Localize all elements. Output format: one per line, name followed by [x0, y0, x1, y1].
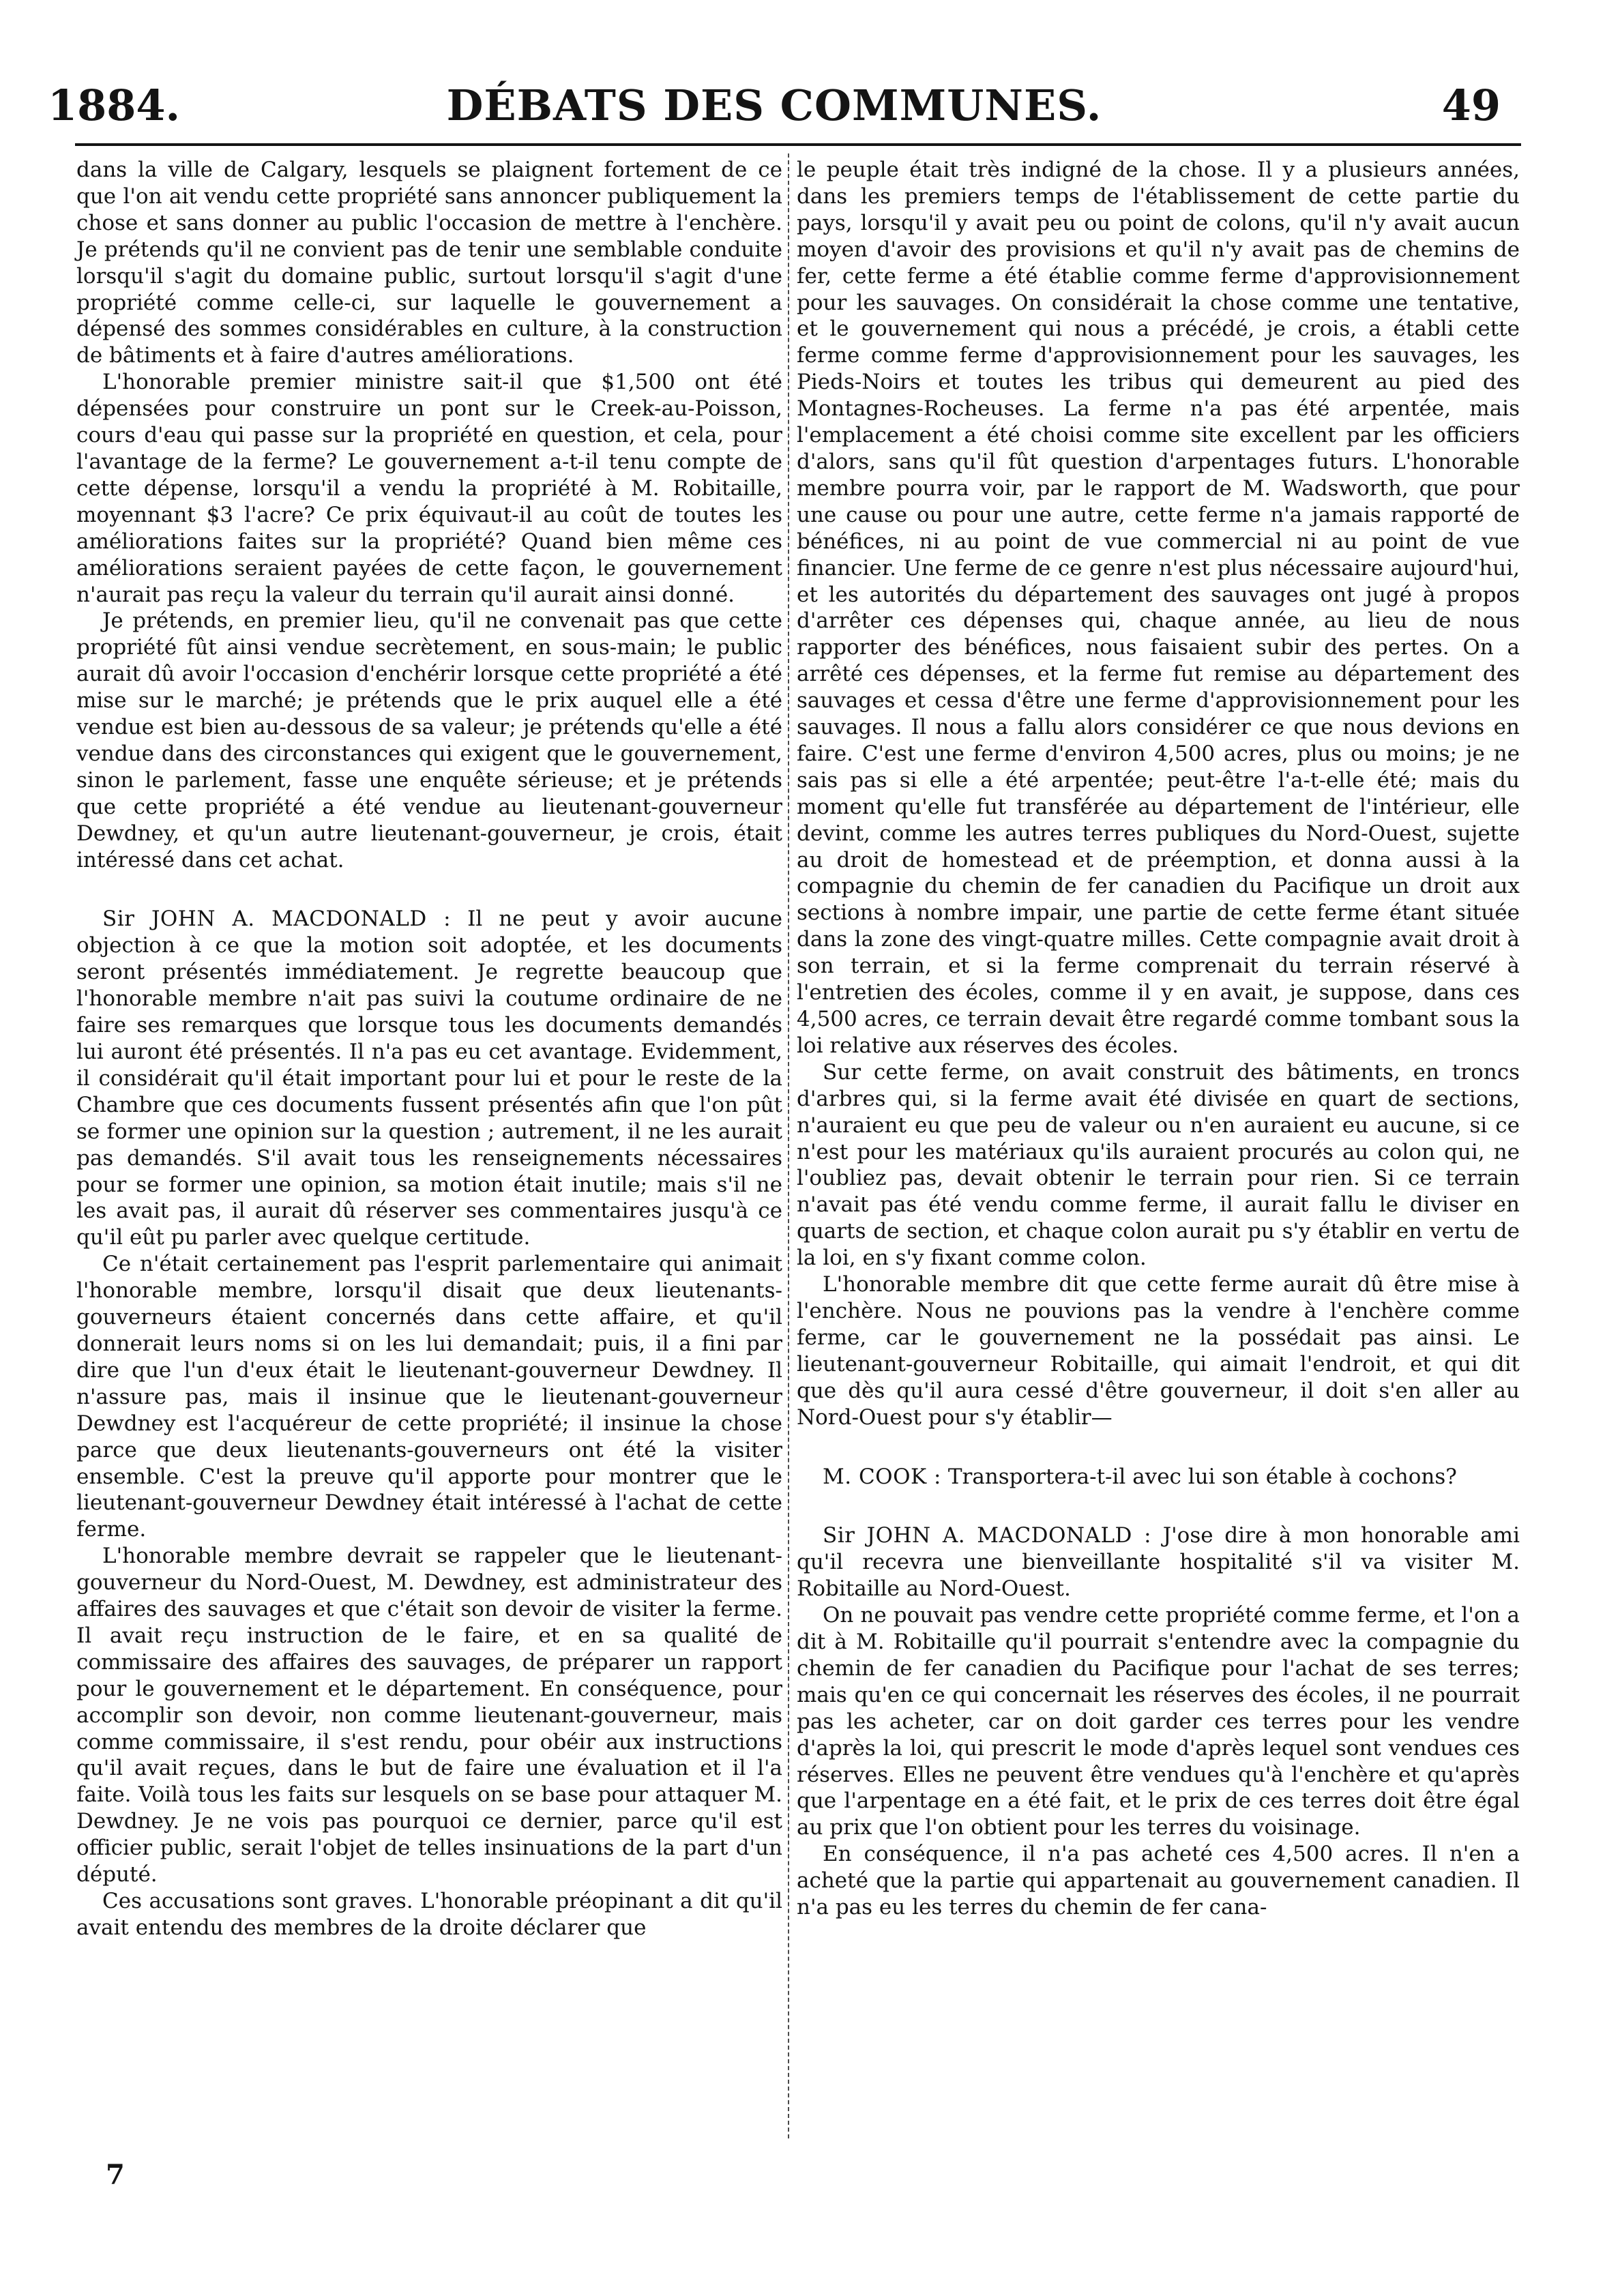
paragraph-text: Ces accusations sont graves. L'honorable préopinant a dit qu'il avait entendu des membres de la droite déclarer que [76, 1889, 782, 1940]
right-column [797, 157, 1520, 1921]
paragraph [76, 157, 782, 369]
paragraph [76, 369, 782, 608]
left-column [76, 157, 782, 1941]
paragraph-text: L'honorable premier ministre sait-il que $1,500 ont été dépensées pour construire un pont sur le Creek-au-Poisson, cours d'eau qui passe sur la propriété en question, et cela, pour l'avantage de la ferme? Le gouvernement a-t-il tenu compte de cette dépense, lorsqu'il a vendu la propriété à M. Robitaille, moyennant $3 l'acre? Ce prix équivaut-il au coût de toutes les améliorations faites sur la propriété? Quand bien même ces améliorations seraient payées de cette façon, le gouvernement n'aurait pas reçu la valeur du terrain qu'il aurait ainsi donné. [76, 370, 782, 607]
paragraph [797, 1271, 1520, 1430]
paragraph [797, 157, 1520, 1059]
paragraph-text: Il ne peut y avoir aucune objection à ce que la motion soit adoptée, et les documents seront présentés immédiatement. Je regrette beaucoup que l'honorable membre n'ait pas suivi la coutume ordinaire de ne faire ses remarques que lorsque tous les documents demandés lui auront été présentés. Il n'a pas eu cet avantage. Evidemment, il considérait qu'il était important pour lui et pour le reste de la Chambre que ces documents fussent présentés afin que l'on pût se former une opinion sur la question ; autrement, il ne les aurait pas demandés. S'il avait tous les renseignements nécessaires pour se former une opinion, sa motion était inutile; mais s'il ne les avait pas, il aurait dû réserver ses commentaires jusqu'à ce qu'il eût pu parler avec quelque certitude. [76, 907, 782, 1250]
paragraph-text: Sur cette ferme, on avait construit des bâtiments, en troncs d'arbres qui, si la ferme avait été divisée en quart de sections, n'auraient eu que peu de valeur ou n'en auraient eu aucune, si ce n'est pour les matériaux qu'ils auraient procurés au colon qui, ne l'oubliez pas, devait obtenir le terrain pour rien. Si ce terrain n'avait pas été vendu comme ferme, il aurait fallu le diviser en quarts de section, et chaque colon aurait pu s'y établir en vertu de la loi, en s'y fixant comme colon. [797, 1059, 1520, 1271]
paragraph-text: J'ose dire à mon honorable ami qu'il recevra une bienveillante hospitalité s'il va visiter M. Robitaille au Nord-Ouest. [797, 1523, 1520, 1602]
paragraph-text: le peuple était très indigné de la chose. Il y a plusieurs années, dans les premiers temps de l'établissement de cette partie du pays, lorsqu'il y avait peu ou point de colons, qu'il n'y avait aucun moyen d'avoir des provisions et qu'il n'y avait pas de chemins de fer, cette ferme a été établie comme ferme d'approvisionnement pour les sauvages. On considérait la chose comme une tentative, et le gouvernement qui nous a précédé, je crois, a établi cette ferme comme ferme d'approvisionnement pour les sauvages, les Pieds-Noirs et toutes les tribus qui demeurent au pied des Montagnes-Rocheuses. La ferme n'a pas été arpentée, mais l'emplacement a été choisi comme site excellent par les officiers d'alors, sans qu'il fût question d'arpentages futurs. L'honorable membre pourra voir, par le rapport de M. Wadsworth, que pour une cause ou pour une autre, cette ferme n'a jamais rapporté de bénéfices, ni au point de vue commercial ni au point de vue financier. Une ferme de ce genre n'est plus nécessaire aujourd'hui, et les autorités du département des sauvages ont jugé à propos d'arrêter ces dépenses qui, chaque année, au lieu de nous rapporter des bénéfices, nous faisaient subir des pertes. On a arrêté ces dépenses, et la ferme fut remise au département des sauvages et cessa d'être une ferme d'approvisionnement pour les sauvages. Il nous a fallu alors considérer ce que nous devions en faire. C'est une ferme d'environ 4,500 acres, plus ou moins; je ne sais pas si elle a été arpentée; peut-être l'a-t-elle été; mais du moment qu'elle fut transférée au département de l'intérieur, elle devint, comme les autres terres publiques du Nord-Ouest, sujette au droit de homestead et de préemption, et donna aussi à la compagnie du chemin de fer canadien du Pacifique un droit aux sections à nombre impair, une partie de cette ferme étant située dans la zone des vingt-quatre milles. Cette compagnie avait droit à son terrain, et si la ferme comprenait du terrain réservé à l'entretien des écoles, comme il y en avait, je suppose, dans ces 4,500 acres, ce terrain devait être regardé comme tombant sous la loi relative aux réserves des écoles. [797, 158, 1520, 1058]
speech-paragraph [797, 1522, 1520, 1602]
paragraph-text: Ce n'était certainement pas l'esprit parlementaire qui animait l'honorable membre, lorsqu'il disait que deux lieutenants-gouverneurs étaient concernés dans cette affaire, et qu'il donnerait leurs noms si on les lui demandait; puis, il a fini par dire que l'un d'eux était le lieutenant-gouverneur Dewdney. Il n'assure pas, mais il insinue que le lieutenant-gouverneur Dewdney est l'acquéreur de cette propriété; il insinue la chose parce que deux lieutenants-gouverneurs ont été la visiter ensemble. C'est la preuve qu'il apporte pour montrer que le lieutenant-gouverneur Dewdney était intéressé à l'achat de cette ferme. [76, 1252, 782, 1542]
speech-paragraph [76, 906, 782, 1251]
header-page-number: 49 [1441, 80, 1501, 130]
paragraph-text: dans la ville de Calgary, lesquels se plaignent fortement de ce que l'on ait vendu cette propriété sans annoncer publiquement la chose et sans donner au public l'occasion de mettre à l'enchère. Je prétends qu'il ne convient pas de tenir une semblable conduite lorsqu'il s'agit du domaine public, surtout lorsqu'il s'agit d'une propriété comme celle-ci, sur laquelle le gouvernement a dépensé des sommes considérables en culture, à la construction de bâtiments et à faire d'autres améliorations. [76, 158, 782, 368]
paragraph [797, 1602, 1520, 1841]
header-title: DÉBATS DES COMMUNES. [446, 80, 1102, 130]
paragraph [797, 1059, 1520, 1271]
speaker-name: Sir JOHN A. MACDONALD : [823, 1523, 1152, 1548]
paragraph-text: L'honorable membre dit que cette ferme aurait dû être mise à l'enchère. Nous ne pouvions pas la vendre à l'enchère comme ferme, car le gouvernement ne la possédait pas ainsi. Le lieutenant-gouverneur Robitaille, qui aimait l'endroit, et qui dit que dès qu'il aura cessé d'être gouverneur, il doit s'en aller au Nord-Ouest pour s'y établir— [797, 1272, 1520, 1430]
paragraph [797, 1841, 1520, 1921]
column-divider [788, 153, 789, 2138]
header-year: 1884. [48, 80, 181, 130]
speaker-name: Sir JOHN A. MACDONALD : [102, 907, 452, 932]
speech-paragraph [797, 1464, 1520, 1490]
paragraph-text: L'honorable membre devrait se rappeler que le lieutenant-gouverneur du Nord-Ouest, M. Dewdney, est administrateur des affaires des sauvages et que c'était son devoir de visiter la ferme. Il avait reçu instruction de le faire, et en sa qualité de commissaire des affaires des sauvages, de préparer un rapport pour le gouvernement et le département. En conséquence, pour accomplir son devoir, non comme lieutenant-gouverneur, mais comme commissaire, il s'est rendu, pour obéir aux instructions qu'il avait reçues, dans le but de faire une évaluation et il l'a faite. Voilà tous les faits sur lesquels on se base pour attaquer M. Dewdney. Je ne vois pas pourquoi ce dernier, parce qu'il est officier public, serait l'objet de telles insinuations de la part d'un député. [76, 1544, 782, 1887]
paragraph-text: On ne pouvait pas vendre cette propriété comme ferme, et l'on a dit à M. Robitaille qu'il pourrait s'entendre avec la compagnie du chemin de fer canadien du Pacifique pour l'achat de ses terres; mais qu'en ce qui concernait les réserves des écoles, il ne pourrait pas les acheter, car on doit garder ces terres pour les vendre d'après la loi, qui prescrit le mode d'après lequel sont vendues ces réserves. Elles ne peuvent être vendues qu'à l'enchère et qu'après que l'arpentage en a été fait, et le prix de ces terres doit être égal au prix que l'on obtient pour les terres du voisinage. [797, 1603, 1520, 1840]
paragraph-text: En conséquence, il n'a pas acheté ces 4,500 acres. Il n'en a acheté que la partie qui appartenait au gouvernement canadien. Il n'a pas eu les terres du chemin de fer cana- [797, 1842, 1520, 1920]
speaker-name: M. COOK : [823, 1464, 941, 1489]
paragraph [76, 1543, 782, 1888]
paragraph [76, 1888, 782, 1941]
paragraph-text: Je prétends, en premier lieu, qu'il ne convenait pas que cette propriété fût ainsi vendue secrètement, en sous-main; le public aurait dû avoir l'occasion d'enchérir lorsque cette propriété a été mise sur le marché; je prétends que le prix auquel elle a été vendue est bien au-dessous de sa valeur; je prétends qu'elle a été vendue dans des circonstances qui exigent que le gouvernement, sinon le parlement, fasse une enquête sérieuse; et je prétends que cette propriété a été vendue au lieutenant-gouverneur Dewdney, et qu'un autre lieutenant-gouverneur, je crois, était intéressé dans cet achat. [76, 608, 782, 872]
running-header [48, 80, 1501, 135]
header-rule [75, 143, 1521, 146]
paragraph [76, 608, 782, 873]
paragraph [76, 1251, 782, 1543]
signature-mark: 7 [106, 2159, 125, 2191]
paragraph-text: Transportera-t-il avec lui son étable à cochons? [941, 1464, 1457, 1489]
